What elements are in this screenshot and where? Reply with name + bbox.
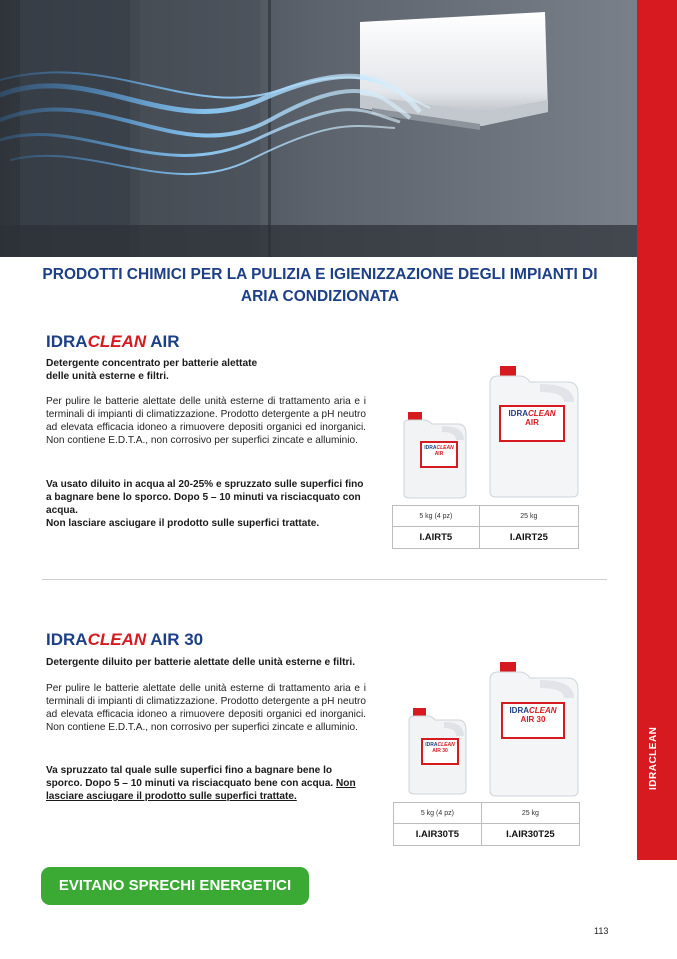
label-clean: CLEAN: [436, 445, 454, 451]
usage-warning: Non lasciare asciugare il prodotto sulle superfici trattate.: [46, 778, 356, 802]
title-suffix: AIR: [146, 332, 180, 351]
label-product: AIR: [434, 450, 444, 457]
title-idra: IDRA: [46, 630, 88, 649]
label-idra: IDRA: [509, 706, 529, 715]
product-description: Per pulire le batterie alettate delle unità esterne di trattamento aria e i terminali di impianti di climatizzazione. Prodotto detergente a pH neutro ad elevata efficacia idoneo a rimuovere depositi organici ed inorganici. Non contiene E.D.T.A., non corrosivo per superfici zincate e alluminio.: [46, 683, 366, 733]
weights-row: [394, 803, 580, 824]
codes-row: [393, 527, 579, 549]
energy-saving-badge: EVITANO SPRECHI ENERGETICI: [41, 867, 309, 905]
weights-row: [393, 506, 579, 527]
code-cell: I.AIRT5: [393, 527, 480, 549]
label-product: AIR 30: [520, 714, 546, 724]
large-jug-label: [499, 405, 565, 442]
small-jug-label: [421, 738, 459, 765]
label-clean: CLEAN: [437, 742, 455, 748]
usage-text: Va usato diluito in acqua al 20-25% e spruzzato sulle superfici fino a bagnare bene lo sporco. Dopo 5 – 10 minuti va risciacquato con acqua.: [46, 479, 364, 516]
label-product: AIR 30: [432, 747, 448, 754]
product-title-air: [46, 332, 180, 352]
product-usage: [46, 764, 368, 803]
usage-warning: Non lasciare asciugare il prodotto sulle superfici trattate.: [46, 518, 320, 529]
air-conditioner-illustration: [0, 0, 637, 257]
weight-cell: 5 kg (4 pz): [393, 506, 480, 527]
weight-cell: 25 kg: [481, 803, 579, 824]
product-subtitle: Detergente concentrato per batterie alettate delle unità esterne e filtri.: [46, 358, 258, 382]
code-cell: I.AIRT25: [479, 527, 578, 549]
large-jug-label: [501, 702, 565, 739]
page-title: PRODOTTI CHIMICI PER LA PULIZIA E IGIENIZZAZIONE DEGLI IMPIANTI DI ARIA CONDIZIONATA: [42, 266, 598, 305]
label-idra: IDRA: [508, 409, 528, 418]
code-cell: I.AIR30T5: [394, 824, 482, 846]
product-codes-table: [392, 505, 579, 549]
title-suffix: AIR 30: [146, 630, 204, 649]
sidebar-tab: [637, 0, 677, 860]
product-title-air-30: [46, 630, 203, 650]
product-subtitle: Detergente diluito per batterie alettate delle unità esterne e filtri.: [46, 657, 356, 668]
sidebar-label: IDRACLEAN: [648, 726, 659, 790]
weight-cell: 5 kg (4 pz): [394, 803, 482, 824]
product-description: Per pulire le batterie alettate delle unità esterne di trattamento aria e i terminali di impianti di climatizzazione. Prodotto detergente a pH neutro ad elevata efficacia idoneo a rimuovere depositi organici ed inorganici. Non contiene E.D.T.A., non corrosivo per superfici zincate e alluminio.: [46, 396, 366, 446]
small-jug-label: [420, 441, 458, 468]
label-idra: IDRA: [424, 445, 437, 451]
label-idra: IDRA: [425, 742, 438, 748]
codes-row: [394, 824, 580, 846]
title-idra: IDRA: [46, 332, 88, 351]
section-divider: [42, 579, 607, 580]
product-codes-table: [393, 802, 580, 846]
label-product: AIR: [525, 417, 539, 427]
label-clean: CLEAN: [529, 706, 557, 715]
weight-cell: 25 kg: [479, 506, 578, 527]
usage-text: Va spruzzato tal quale sulle superfici fino a bagnare bene lo sporco. Dopo 5 – 10 minuti va risciacquato bene con acqua.: [46, 765, 334, 789]
label-clean: CLEAN: [528, 409, 556, 418]
page-number: 113: [594, 926, 609, 936]
product-usage: [46, 478, 368, 530]
code-cell: I.AIR30T25: [481, 824, 579, 846]
title-clean: CLEAN: [87, 332, 147, 351]
hero-image: [0, 0, 637, 257]
title-clean: CLEAN: [87, 630, 147, 649]
